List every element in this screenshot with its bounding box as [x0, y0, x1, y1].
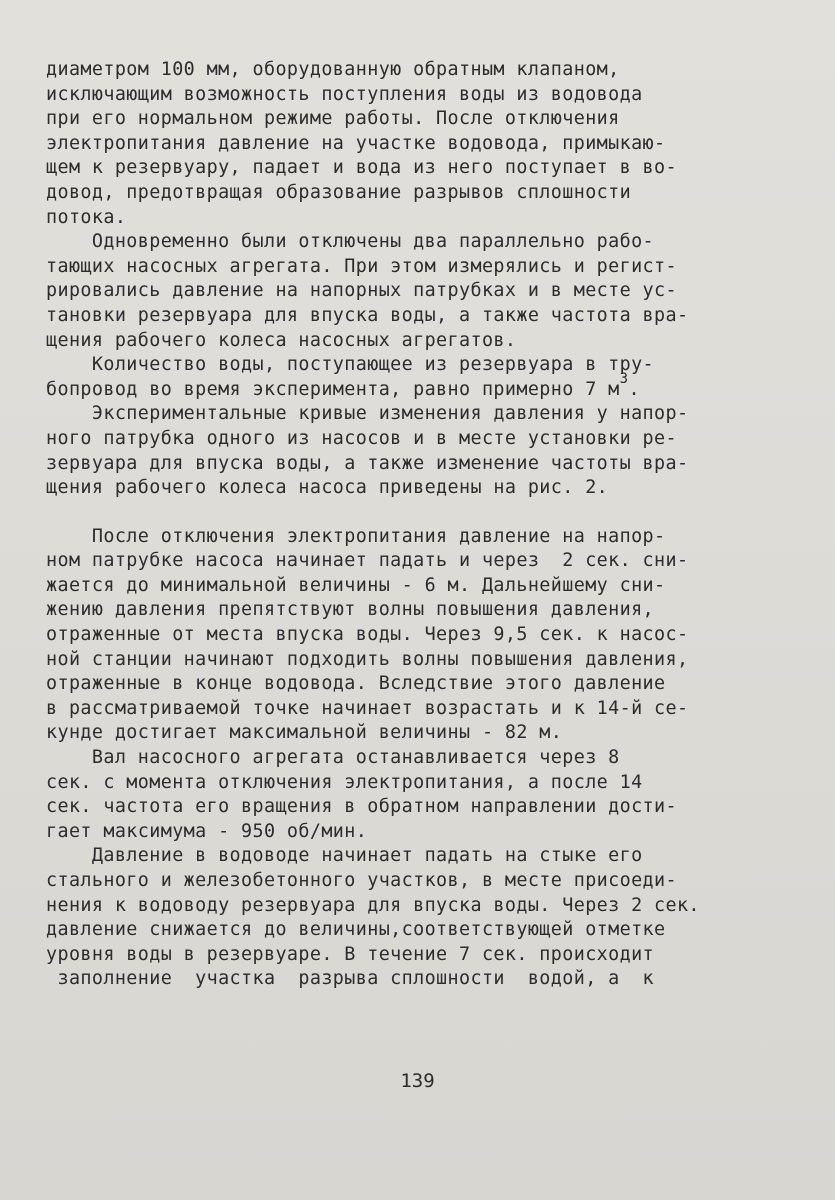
text-line: довод, предотвращая образование разрывов сплошности: [46, 181, 632, 203]
text-line: ного патрубка одного из насосов и в месте установки ре-: [46, 427, 677, 449]
text-segment: .: [628, 378, 640, 400]
text-line: отраженные в конце водовода. Вследствие этого давление: [46, 673, 666, 695]
text-line-with-superscript: [46, 370, 806, 403]
text-line: ном патрубке насоса начинает падать и через 2 сек. сни-: [46, 550, 689, 572]
paragraph-5: [46, 525, 806, 746]
text-line: зервуара для впуска воды, а также изменение частоты вра-: [46, 452, 689, 474]
text-line: в рассматриваемой точке начинает возрастать и к 14-й се-: [46, 697, 689, 719]
text-line: жается до минимальной величины - 6 м. Дальнейшему сни-: [46, 574, 666, 596]
paragraph-6: [46, 746, 806, 844]
text-line: потока.: [46, 206, 127, 228]
paragraph-gap: [46, 501, 806, 525]
paragraph-2: [46, 230, 806, 353]
paragraph-1: [46, 58, 806, 230]
text-line: диаметром 100 мм, оборудованную обратным клапаном,: [46, 59, 620, 80]
text-line: сек. частота его вращения в обратном направлении дости-: [46, 796, 677, 818]
paragraph-4: [46, 402, 806, 500]
text-line: После отключения электропитания давление на напор-: [46, 525, 666, 547]
text-line: рировались давление на напорных патрубках и в месте ус-: [46, 280, 677, 302]
text-line: Количество воды, поступающее из резервуара в тру-: [46, 354, 655, 376]
paragraph-3: [46, 353, 806, 402]
text-line: тающих насосных агрегата. При этом измерялись и регист-: [46, 255, 677, 277]
text-line: при его нормальном режиме работы. После отключения: [46, 108, 620, 130]
paragraph-7: [46, 844, 806, 992]
text-line: Давление в водоводе начинает падать на стыке его: [46, 845, 643, 867]
text-line: ной станции начинают подходить волны повышения давления,: [46, 648, 689, 670]
text-line: кунде достигает максимальной величины - 82 м.: [46, 722, 563, 744]
text-line: Одновременно были отключены два параллельно рабо-: [46, 231, 655, 253]
text-line: давление снижается до величины,соответствующей отметке: [46, 919, 666, 941]
text-line: щения рабочего колеса насоса приведены на рис. 2.: [46, 477, 609, 499]
text-line: сек. с момента отключения электропитания, а после 14: [46, 771, 643, 793]
text-line: тановки резервуара для впуска воды, а также частота вра-: [46, 304, 689, 326]
text-line: отраженные от места впуска воды. Через 9,5 сек. к насос-: [46, 624, 689, 646]
text-line: уровня воды в резервуаре. В течение 7 сек. происходит: [46, 943, 655, 965]
text-line: щения рабочего колеса насосных агрегатов.: [46, 329, 517, 351]
body-text: [46, 58, 806, 992]
text-line: заполнение участка разрыва сплошности водой, а к: [46, 968, 655, 990]
text-line: электропитания давление на участке водовода, примыкаю-: [46, 132, 666, 154]
text-line: стального и железобетонного участков, в месте присоеди-: [46, 870, 677, 891]
text-line: гает максимума - 950 об/мин.: [46, 820, 368, 842]
text-line: жению давления препятствуют волны повышения давления,: [46, 599, 655, 621]
text-line: Вал насосного агрегата останавливается через 8: [46, 747, 620, 769]
page-number: 139: [400, 1070, 435, 1092]
text-line: Экспериментальные кривые изменения давления у напор-: [46, 403, 689, 425]
text-line: нения к водоводу резервуара для впуска воды. Через 2 сек.: [46, 894, 700, 916]
superscript: 3: [619, 370, 629, 387]
text-line: исключающим возможность поступления воды из водовода: [46, 83, 643, 105]
text-segment: бопровод во время эксперимента, равно примерно 7 м: [46, 378, 620, 400]
text-line: щем к резервуару, падает и вода из него поступает в во-: [46, 157, 677, 179]
